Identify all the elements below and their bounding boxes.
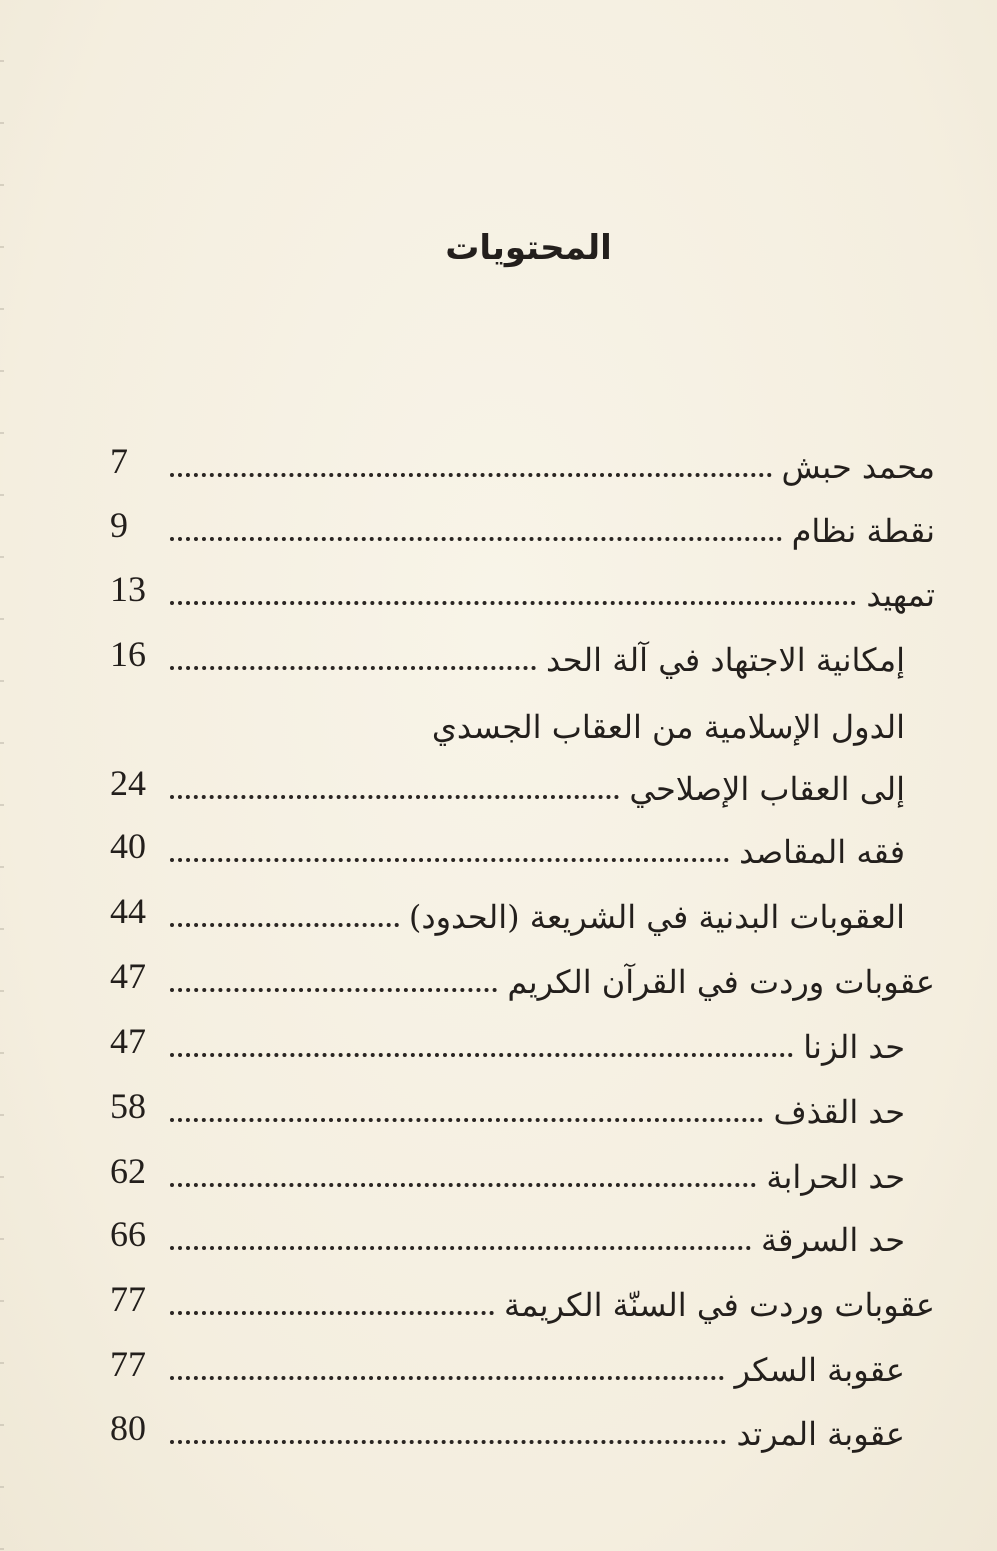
dot-leader — [170, 1118, 763, 1122]
toc-entry[interactable] — [110, 885, 905, 941]
dot-leader — [170, 537, 782, 541]
toc-entry-page: 62 — [110, 1151, 146, 1191]
toc-entry-title: إلى العقاب الإصلاحي — [629, 770, 905, 808]
toc-entry-title: حد السرقة — [760, 1221, 905, 1259]
toc-entry-title: عقوبات وردت في السنّة الكريمة — [503, 1286, 935, 1324]
toc-entry-page: 16 — [110, 634, 146, 674]
toc-entry[interactable] — [110, 563, 935, 619]
toc-entry-title: العقوبات البدنية في الشريعة (الحدود) — [408, 898, 905, 936]
dot-leader — [170, 1311, 494, 1315]
toc-entry-title: حد القذف — [773, 1093, 905, 1131]
toc-entry-page: 47 — [110, 956, 146, 996]
dot-leader — [170, 473, 772, 477]
toc-entry-page: 80 — [110, 1408, 146, 1448]
toc-entry-page: 24 — [110, 763, 146, 803]
toc-entry-title: تمهيد — [866, 576, 935, 614]
toc-entry[interactable] — [110, 1145, 905, 1201]
dot-leader — [170, 666, 536, 670]
toc-entry-page: 44 — [110, 891, 146, 931]
toc-entry[interactable] — [110, 1402, 905, 1458]
toc-entry-title: إمكانية الاجتهاد في آلة الحد — [545, 641, 905, 679]
toc-entry-title: حد الزنا — [803, 1028, 905, 1066]
toc-entry[interactable] — [110, 1015, 905, 1071]
toc-entry-page: 9 — [110, 505, 128, 545]
toc-entry[interactable] — [110, 435, 935, 491]
toc-entry-title: عقوبات وردت في القرآن الكريم — [507, 963, 935, 1001]
dot-leader — [170, 1440, 726, 1444]
toc-entry-title: فقه المقاصد — [739, 833, 905, 871]
toc-entry[interactable] — [110, 1080, 905, 1136]
toc-entry[interactable] — [110, 693, 905, 749]
dot-leader — [170, 1183, 756, 1187]
toc-entry-page: 77 — [110, 1344, 146, 1384]
dot-leader — [170, 1376, 724, 1380]
toc-entry-page: 77 — [110, 1279, 146, 1319]
toc-entry[interactable] — [110, 820, 905, 876]
dot-leader — [170, 1053, 793, 1057]
toc-entry-title: عقوبة السكر — [734, 1351, 905, 1389]
toc-entry-title: عقوبة المرتد — [736, 1415, 905, 1453]
toc-entry-title: الدول الإسلامية من العقاب الجسدي — [431, 708, 905, 746]
dot-leader — [170, 795, 619, 799]
page-title: المحتويات — [445, 228, 612, 268]
dot-leader — [170, 988, 497, 992]
toc-entry-page: 13 — [110, 569, 146, 609]
dot-leader — [170, 601, 856, 605]
toc-entry-title: حد الحرابة — [766, 1158, 905, 1196]
toc-entry-title: نقطة نظام — [791, 512, 935, 550]
toc-entry[interactable] — [110, 757, 905, 813]
dot-leader — [170, 923, 399, 927]
toc-entry-title: محمد حبش — [781, 448, 935, 486]
toc-entry[interactable] — [110, 950, 935, 1006]
dot-leader — [170, 1246, 751, 1250]
dot-leader — [170, 858, 729, 862]
toc-entry-page: 7 — [110, 441, 128, 481]
toc-entry[interactable] — [110, 1273, 935, 1329]
toc-entry[interactable] — [110, 1208, 905, 1264]
toc-entry[interactable] — [110, 628, 905, 684]
toc-entry-page: 58 — [110, 1086, 146, 1126]
toc-entry[interactable] — [110, 1338, 905, 1394]
toc-entry[interactable] — [110, 499, 935, 555]
toc-entry-page: 40 — [110, 826, 146, 866]
toc-entry-page: 66 — [110, 1214, 146, 1254]
toc-entry-page: 47 — [110, 1021, 146, 1061]
